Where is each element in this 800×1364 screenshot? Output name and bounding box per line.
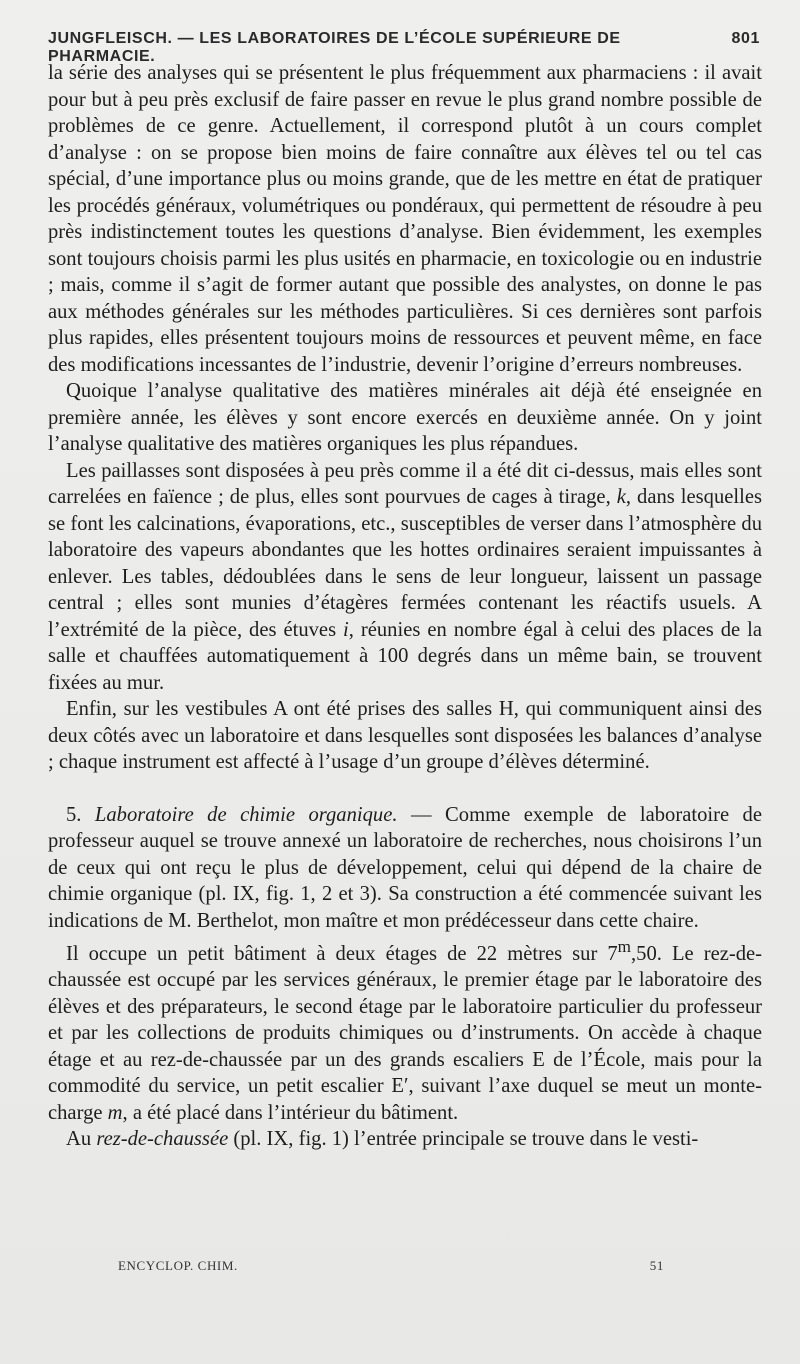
section-organic-chemistry-lab <box>48 802 762 935</box>
figure-letter: k <box>616 486 626 508</box>
italic-term: rez-de-chaussée <box>96 1128 229 1151</box>
paragraph-benches <box>48 458 762 697</box>
running-title: JUNGFLEISCH. — LES LABORATOIRES DE L’ÉCOLE SUPÉRIEURE DE PHARMACIE. <box>48 30 621 65</box>
text-run: , réunies en nombre égal à celui des places de la salle et chauffées automatiquement à 100 degrés dans un même bain, se trouvent fixées au mur. <box>48 618 762 694</box>
page-number: 801 <box>731 30 760 47</box>
text-run: Les paillasses sont disposées à peu près comme il a été dit ci-dessus, mais elles sont carrelées en faïence ; de plus, elles sont pourvues de cages à tirage, <box>48 459 762 508</box>
text-run: ,50. Le rez-de-chaussée est occupé par les services généraux, le premier étage par le laboratoire des élèves et des préparateurs, le second étage par le laboratoire particulier du professeur et par les collections de produits chimiques ou d’instruments. On accède à chaque étage et au rez-de-chaussée par un des grands escaliers E de l’École, mais pour la commodité du service, un petit escalier E′, suivant l’axe duquel se meut un monte-charge <box>48 942 762 1124</box>
signature-mark: ENCYCLOP. CHIM. <box>118 1258 238 1273</box>
figure-letter: i <box>343 618 349 641</box>
paragraph-ground-floor <box>48 1126 762 1153</box>
paragraph-analysis-course: la série des analyses qui se présentent le plus fréquemment aux pharmaciens : il avait pour but à peu près exclusif de faire passer en revue le plus grand nombre possible de problèmes de ce genre. Actuellement, il correspond plutôt à un cours complet d’analyse : on se propose bien moins de faire connaître aux élèves tel ou tel cas spécial, d’une importance plus ou moins grande, que de les mettre en état de pratiquer les procédés généraux, volumétriques ou pondéraux, qui permettent de résoudre à peu près indistinctement toutes les questions d’analyse. Bien évidemment, les exemples sont toujours choisis parmi les plus usités en pharmacie, en toxicologie ou en industrie ; mais, comme il s’agit de former autant que possible des analystes, on donne le pas aux méthodes générales sur les méthodes particulières. Si ces dernières sont parfois plus rapides, elles présentent toujours moins de ressources et peuvent même, en face des modifications incessantes de l’industrie, devenir l’origine d’erreurs nombreuses. <box>48 62 762 376</box>
signature-line <box>118 1258 664 1274</box>
text-run: Au <box>66 1128 97 1151</box>
paragraph-qualitative-analysis: Quoique l’analyse qualitative des matières minérales ait déjà été enseignée en première année, les élèves y sont encore exercés en deuxième année. On y joint l’analyse qualitative des matières organiques les plus répandues. <box>48 380 762 455</box>
section-title: Laboratoire de chimie organique. <box>94 803 398 826</box>
unit-superscript: m <box>617 937 632 956</box>
text-run: , a été placé dans l’intérieur du bâtiment. <box>122 1101 459 1124</box>
section-number: 5. <box>66 803 95 826</box>
figure-letter: m <box>107 1101 123 1124</box>
sheet-number: 51 <box>649 1258 664 1273</box>
text-run: , dans lesquelles se font les calcinations, évaporations, etc., susceptibles de verser dans l’atmosphère du laboratoire des vapeurs abondantes que les hottes ordinaires seraient impuissantes à enlever. Les tables, dédoublées dans le sens de leur longueur, laissent un passage central ; elles sont munies d’étagères fermées contenant les réactifs usuels. A l’extrémité de la pièce, des étuves <box>48 486 763 641</box>
text-run: Il occupe un petit bâtiment à deux étages de 22 mètres sur 7 <box>66 942 618 965</box>
text-run: (pl. IX, fig. 1) l’entrée principale se trouve dans le vesti- <box>228 1128 699 1151</box>
text-run: — Comme exemple de laboratoire de professeur auquel se trouve annexé un laboratoire de recherches, nous choisirons l’un de ceux qui ont reçu le plus de développement, celui qui dépend de la chaire de chimie organique (pl. IX, fig. 1, 2 et 3). Sa construction a été commencée suivant les indications de M. Berthelot, mon maître et mon prédécesseur dans cette chaire. <box>48 803 762 932</box>
body-text <box>48 60 762 1153</box>
paragraph-vestibules: Enfin, sur les vestibules A ont été prises des salles H, qui communiquent ainsi des deux côtés avec un laboratoire et dans lesquelles sont disposées les balances d’analyse ; chaque instrument est affecté à l’usage d’un groupe d’élèves déterminé. <box>48 698 762 773</box>
paragraph-building <box>48 934 762 1126</box>
